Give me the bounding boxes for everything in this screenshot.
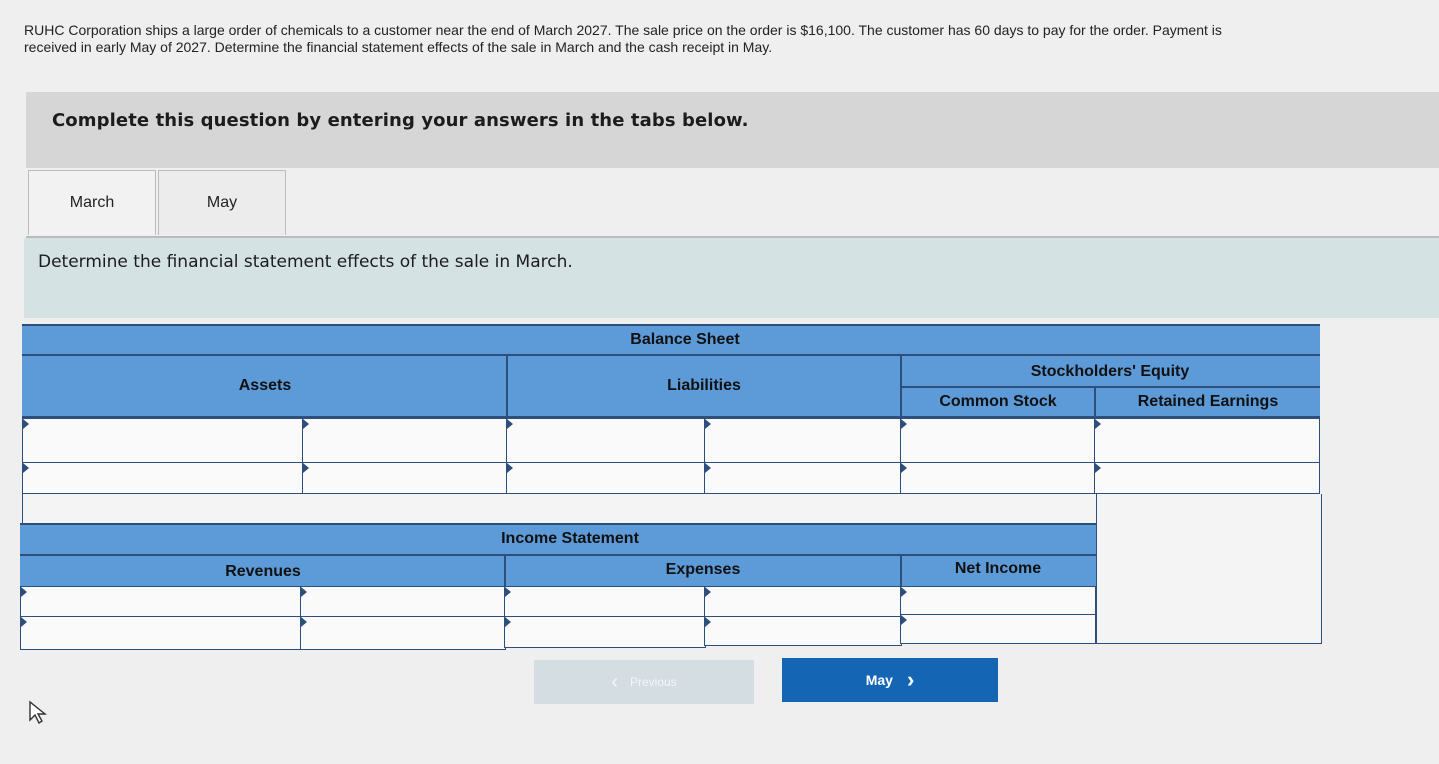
problem-text: RUHC Corporation ships a large order of chemicals to a customer near the end of March 2027. The sale price on the order is $16,100. The customer has 60 days to pay for the order. Payment is received in early May of 2027. Determine the financial statement effects of the sale in March and the cash receipt in May. [24,22,1222,55]
common-stock-field[interactable] [901,463,1095,493]
stockholders-equity-header: Stockholders' Equity [1030,363,1190,380]
previous-label: Previous [629,675,677,689]
revenues-amount-input-row2[interactable] [300,616,506,650]
assets-amount-field[interactable] [303,419,507,463]
revenues-account-input-row1[interactable] [20,586,302,618]
liabilities-amount-input-row2[interactable] [704,462,902,494]
assets-account-field[interactable] [23,463,303,493]
prompt-panel [24,238,1439,318]
expenses-header: Expenses [665,561,741,578]
net-income-input-row2[interactable] [900,614,1096,644]
instruction-text: Complete this question by entering your answers in the tabs below. [52,110,749,131]
expenses-account-input-row2[interactable] [504,616,706,648]
assets-account-input-row1[interactable] [22,418,304,464]
prompt-text: Determine the financial statement effects of the sale in March. [38,252,573,272]
revenues-account-field[interactable] [21,587,301,617]
next-may-button[interactable] [782,658,998,702]
liabilities-amount-field[interactable] [705,463,901,493]
divider [20,554,1096,556]
divider [22,354,1320,356]
revenues-account-field[interactable] [21,617,301,649]
expenses-account-field[interactable] [505,587,705,617]
liabilities-amount-input-row1[interactable] [704,418,902,464]
expenses-amount-field[interactable] [705,617,901,645]
assets-amount-field[interactable] [303,463,507,493]
common-stock-input-row2[interactable] [900,462,1096,494]
liabilities-account-input-row2[interactable] [506,462,706,494]
assets-account-input-row2[interactable] [22,462,304,494]
empty-region [1096,494,1322,644]
common-stock-input-row1[interactable] [900,418,1096,464]
liabilities-account-field[interactable] [507,463,705,493]
net-income-field[interactable] [901,615,1095,643]
liabilities-account-input-row1[interactable] [506,418,706,464]
net-income-input-row1[interactable] [900,586,1096,616]
liabilities-header: Liabilities [667,377,741,394]
instruction-banner [26,92,1439,168]
retained-earnings-field[interactable] [1095,463,1319,493]
chevron-right-icon: › [906,667,915,692]
retained-earnings-field[interactable] [1095,419,1319,463]
retained-earnings-input-row1[interactable] [1094,418,1320,464]
revenues-header: Revenues [225,563,301,580]
expenses-amount-input-row1[interactable] [704,586,902,618]
assets-amount-input-row2[interactable] [302,462,508,494]
net-income-field[interactable] [901,587,1095,615]
revenues-amount-input-row1[interactable] [300,586,506,618]
chevron-left-icon: ‹ [611,670,618,693]
net-income-header: Net Income [954,560,1042,577]
revenues-amount-field[interactable] [301,617,505,649]
common-stock-field[interactable] [901,419,1095,463]
common-stock-header: Common Stock [939,393,1057,410]
liabilities-amount-field[interactable] [705,419,901,463]
expenses-account-field[interactable] [505,617,705,647]
assets-amount-input-row1[interactable] [302,418,508,464]
divider [22,324,1320,326]
mouse-pointer-icon [28,700,48,726]
balance-sheet-title: Balance Sheet [630,331,740,348]
revenues-account-input-row2[interactable] [20,616,302,650]
assets-header: Assets [238,377,292,394]
tab-march[interactable]: March [28,170,156,235]
assets-account-field[interactable] [23,419,303,463]
retained-earnings-header: Retained Earnings [1137,393,1279,410]
revenues-amount-field[interactable] [301,587,505,617]
expenses-account-input-row1[interactable] [504,586,706,618]
divider [900,386,1320,388]
retained-earnings-input-row2[interactable] [1094,462,1320,494]
next-label: May [865,672,893,688]
tab-may[interactable]: May [158,170,286,235]
expenses-amount-field[interactable] [705,587,901,617]
liabilities-account-field[interactable] [507,419,705,463]
divider [20,523,1096,525]
previous-button[interactable] [534,660,754,704]
expenses-amount-input-row2[interactable] [704,616,902,646]
income-statement-title: Income Statement [501,530,639,547]
